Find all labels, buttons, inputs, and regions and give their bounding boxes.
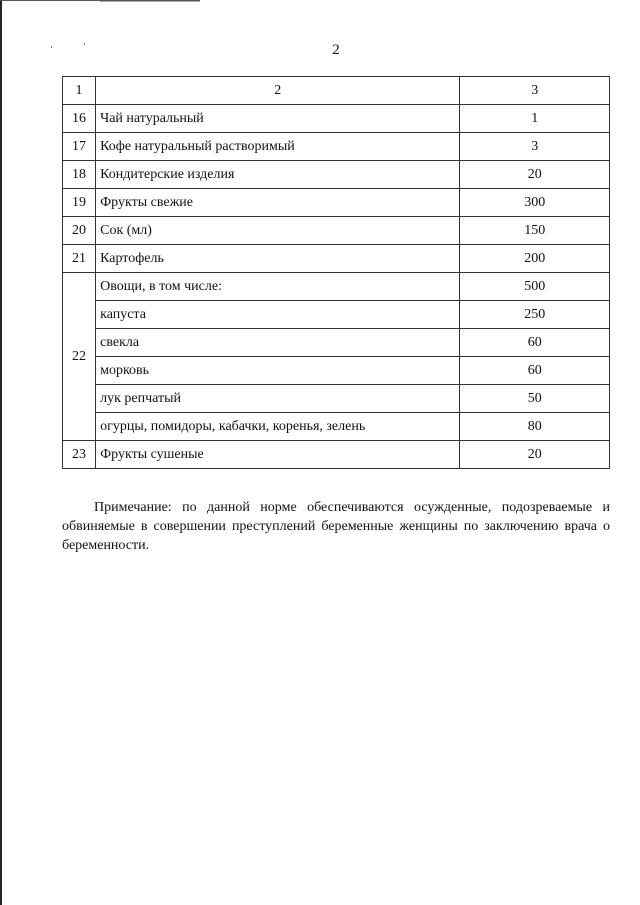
row-quantity: 500 [460, 273, 610, 301]
table-row-group [63, 273, 610, 301]
norm-table [62, 76, 610, 469]
subrow-name: капуста [96, 301, 460, 329]
row-quantity: 300 [460, 189, 610, 217]
subrow-quantity: 250 [460, 301, 610, 329]
row-name: Картофель [96, 245, 460, 273]
subrow-name: огурцы, помидоры, кабачки, коренья, зелень [96, 413, 460, 441]
table-subrow [63, 385, 610, 413]
row-quantity: 3 [460, 133, 610, 161]
header-cell: 2 [96, 77, 460, 105]
row-number: 21 [63, 245, 96, 273]
table-row [63, 161, 610, 189]
row-quantity: 20 [460, 441, 610, 469]
subrow-name: свекла [96, 329, 460, 357]
row-number: 23 [63, 441, 96, 469]
table-row [63, 105, 610, 133]
table-row [63, 441, 610, 469]
row-number: 20 [63, 217, 96, 245]
row-name: Сок (мл) [96, 217, 460, 245]
row-number: 19 [63, 189, 96, 217]
note-paragraph [62, 498, 610, 555]
row-number: 17 [63, 133, 96, 161]
row-name: Чай натуральный [96, 105, 460, 133]
row-number: 22 [63, 273, 96, 441]
table-subrow [63, 329, 610, 357]
row-name: Кондитерские изделия [96, 161, 460, 189]
note-text: Примечание: по данной норме обеспечиваются осужденные, подозреваемые и обвиняемые в совершении преступлений беременные женщины по заключению врача о беременности. [62, 500, 610, 553]
row-name: Фрукты сушеные [96, 441, 460, 469]
row-quantity: 20 [460, 161, 610, 189]
subrow-name: лук репчатый [96, 385, 460, 413]
row-name: Фрукты свежие [96, 189, 460, 217]
page-number: 2 [332, 42, 340, 58]
row-quantity: 1 [460, 105, 610, 133]
page-edge-top-shadow [100, 1, 200, 2]
header-cell: 3 [460, 77, 610, 105]
subrow-name: морковь [96, 357, 460, 385]
header-cell: 1 [63, 77, 96, 105]
table-row [63, 133, 610, 161]
subrow-quantity: 80 [460, 413, 610, 441]
row-quantity: 200 [460, 245, 610, 273]
row-name: Кофе натуральный растворимый [96, 133, 460, 161]
row-number: 16 [63, 105, 96, 133]
table-row [63, 189, 610, 217]
table-row [63, 245, 610, 273]
subrow-quantity: 60 [460, 357, 610, 385]
page-edge [0, 0, 2, 905]
table-subrow [63, 413, 610, 441]
row-quantity: 150 [460, 217, 610, 245]
table-subrow [63, 357, 610, 385]
subrow-quantity: 60 [460, 329, 610, 357]
subrow-quantity: 50 [460, 385, 610, 413]
row-name: Овощи, в том числе: [96, 273, 460, 301]
table-row [63, 217, 610, 245]
table-subrow [63, 301, 610, 329]
row-number: 18 [63, 161, 96, 189]
table-header-row [63, 77, 610, 105]
